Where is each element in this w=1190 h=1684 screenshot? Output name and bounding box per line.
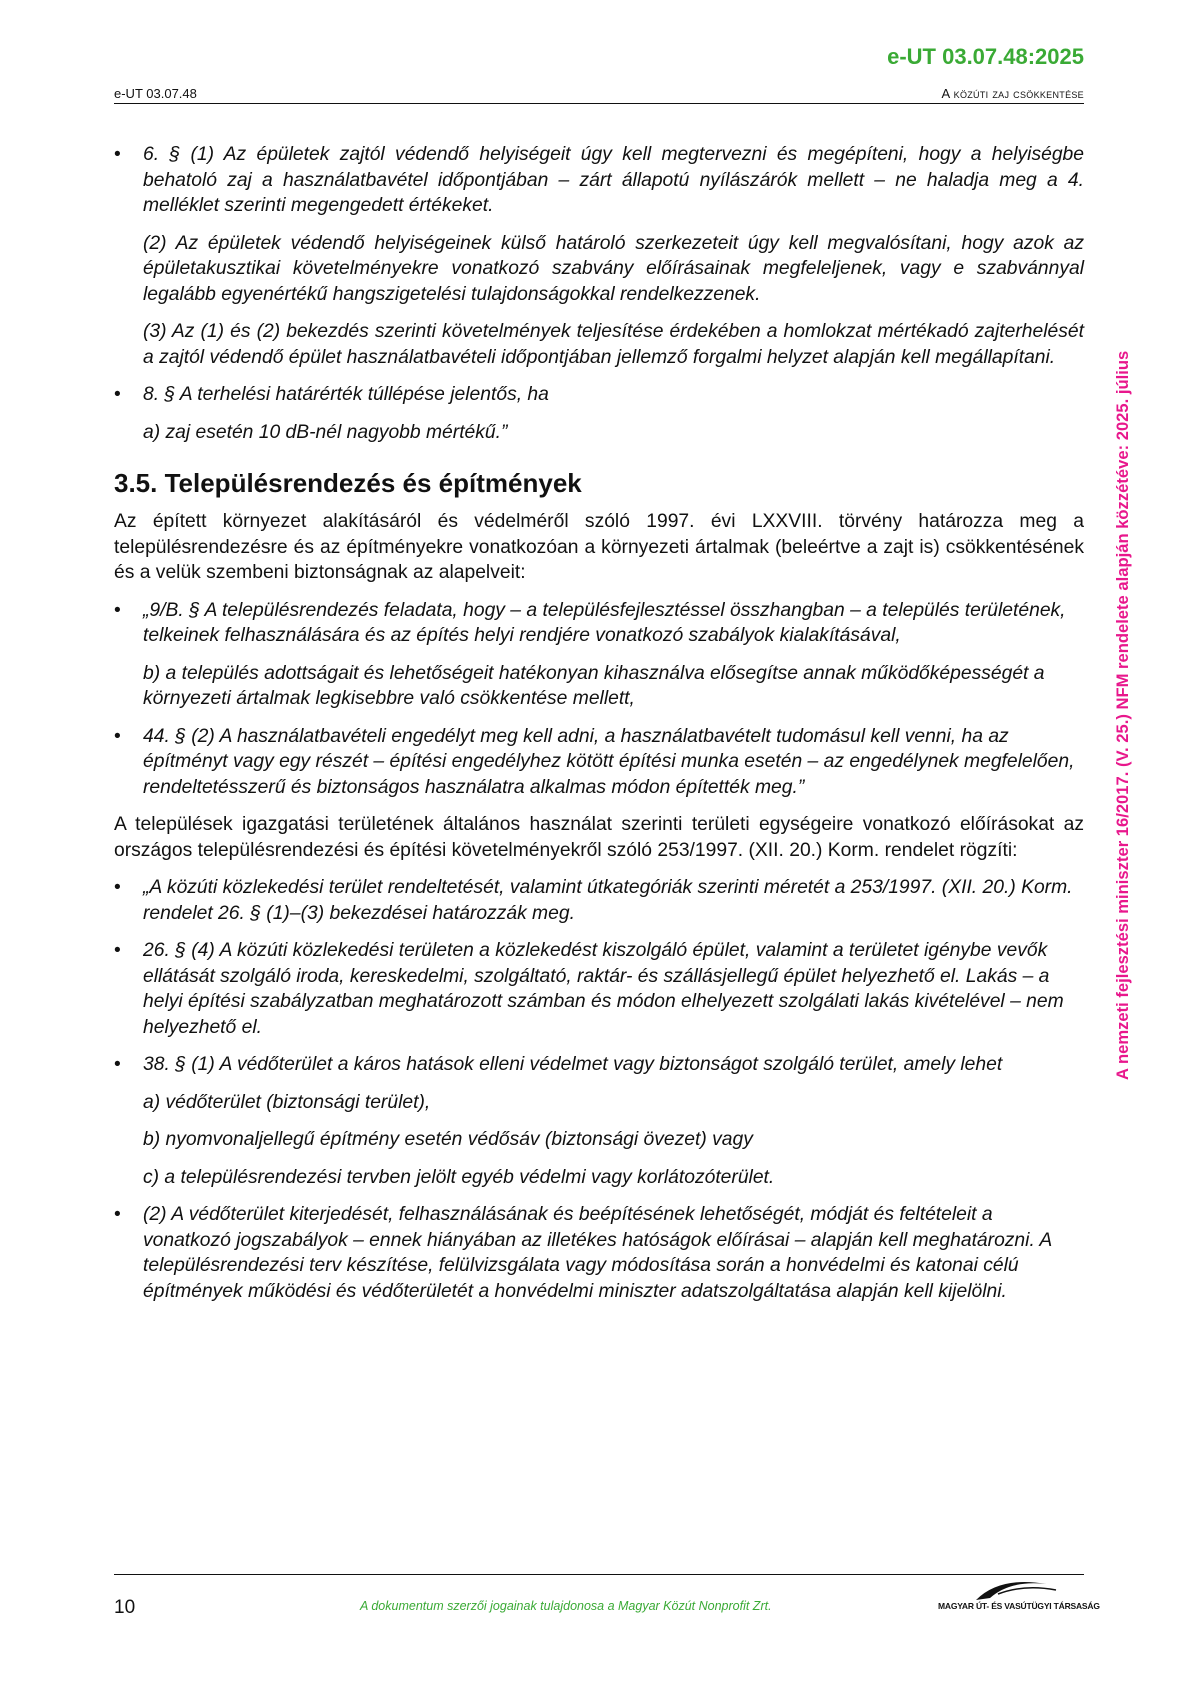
paragraph: A települések igazgatási területének általános használat szerinti területi egységeire vonatkozó előírásokat az országos településrendezési és építési követelményekről szóló 253/1997. (XII. 20.) Korm. rendelet rögzíti: — [114, 814, 1084, 861]
list-item — [114, 724, 1084, 801]
section-heading: 3.5. Településrendezés és építmények — [114, 468, 582, 498]
bullet-icon: • — [114, 1204, 121, 1225]
bullet-icon: • — [114, 940, 121, 961]
list-item-text: „9/B. § A településrendezés feladata, hogy – a településfejlesztéssel összhangban – a település területének, telkeinek felhasználására és az építés helyi rendjére vonatkozó szabályok kialakításával, — [143, 599, 1066, 646]
list-item-text: 6. § (1) Az épületek zajtól védendő helyiségeit úgy kell megtervezni és megépíteni, hogy a helyiségbe behatoló zaj a használatbavétel időpontjában – zárt állapotú nyílászárók mellett – ne haladja meg a 4. melléklet szerinti megengedett értékeket. — [143, 144, 1084, 216]
list-item — [114, 1202, 1084, 1304]
bullet-icon: • — [114, 877, 121, 898]
logo-text: MAGYAR ÚT- ÉS VASÚTÜGYI TÁRSASÁG — [938, 1601, 1100, 1611]
paragraph: a) védőterület (biztonsági terület), — [143, 1091, 431, 1113]
list-item-text: 44. § (2) A használatbavételi engedélyt meg kell adni, a használatbavételt tudomásul kell venni, ha az építményt vagy egy részét – építési engedélyhez kötött építési munka esetén – az engedélynek megfelelően, rendeltetésszerű és biztonságos használatra alkalmas módon építették meg.” — [143, 725, 1075, 798]
paragraph: a) zaj esetén 10 dB-nél nagyobb mértékű.” — [143, 421, 508, 443]
paragraph: (3) Az (1) és (2) bekezdés szerinti követelmények teljesítése érdekében a homlokzat mértékadó zajterhelését a zajtól védendő épület használatbavételi időpontjában jellemző forgalmi helyzet alapján kell megállapítani. — [143, 321, 1084, 368]
document-code: e-UT 03.07.48:2025 — [887, 44, 1084, 69]
list-item-text: 8. § A terhelési határérték túllépése jelentős, ha — [143, 384, 549, 405]
list-item-text: 26. § (4) A közúti közlekedési területen a közlekedést kiszolgáló épület, valamint a területet igénybe vevők ellátását szolgáló iroda, kereskedelmi, szolgáltató, raktár- és szállásjellegű épület helyezhető el. Lakás – a helyi építési szabályzatban meghatározott számban és módon elhelyezett szolgálati lakás kivételével – nem helyezhető el. — [143, 940, 1064, 1038]
list-item-text: „A közúti közlekedési terület rendeltetését, valamint útkategóriák szerinti méretét a 253/1997. (XII. 20.) Korm. rendelet 26. § (1)–(3) bekezdései határozzák meg. — [143, 877, 1073, 924]
list-item — [114, 598, 1084, 649]
header-left: e-UT 03.07.48 — [114, 86, 197, 101]
copyright-notice: A dokumentum szerzői jogainak tulajdonosa a Magyar Közút Nonprofit Zrt. — [360, 1599, 772, 1613]
page-number: 10 — [114, 1597, 136, 1618]
paragraph: (2) Az épületek védendő helyiségeinek külső határoló szerkezeteit úgy kell megvalósítani, hogy azok az épületakusztikai követelményekre vonatkozó szabvány előírásainak megfeleljenek, vagy e szabvánnyal legalább egyenértékű hangszigetelési tulajdonságokkal rendelkezzenek. — [143, 232, 1084, 305]
bullet-icon: • — [114, 599, 121, 621]
paragraph: c) a településrendezési tervben jelölt egyéb védelmi vagy korlátozóterület. — [143, 1166, 775, 1188]
list-item — [114, 875, 1084, 926]
list-item — [114, 1052, 1084, 1078]
paragraph: Az épített környezet alakításáról és védelméről szóló 1997. évi LXXVIII. törvény határozza meg a településrendezésre és az építményekre vonatkozóan a környezeti ártalmak (beleértve a zajt is) csökkentésének és a velük szembeni biztonságnak az alapelveit: — [114, 511, 1084, 583]
side-publication-note: A nemzeti fejlesztési miniszter 16/2017. (V. 25.) NFM rendelete alapján közzétéve: 2025. július — [1113, 350, 1132, 1080]
list-item — [114, 382, 1084, 408]
bullet-icon: • — [114, 384, 121, 405]
list-item — [114, 938, 1084, 1040]
main-content — [114, 142, 1084, 1316]
paragraph: b) a település adottságait és lehetőségeit hatékonyan kihasználva elősegítse annak működőképességét a környezeti ártalmak legkisebbre való csökkentése mellett, — [143, 662, 1045, 709]
society-logo — [938, 1574, 1100, 1618]
list-item-text: (2) A védőterület kiterjedését, felhasználásának és beépítésének lehetőségét, módját és feltételeit a vonatkozó jogszabályok – ennek hiányában az illetékes hatóságok előírásai – alapján kell meghatározni. A településrendezési terv készítése, felülvizsgálata vagy módosítása során a honvédelmi és katonai célú építmények működési és védőterületét a honvédelmi miniszter adatszolgáltatása alapján kell kijelölni. — [143, 1204, 1052, 1302]
list-item — [114, 142, 1084, 219]
list-item-text: 38. § (1) A védőterület a káros hatások elleni védelmet vagy biztonságot szolgáló terület, amely lehet — [143, 1054, 1003, 1075]
paragraph: b) nyomvonaljellegű építmény esetén védősáv (biztonsági övezet) vagy — [143, 1129, 753, 1150]
bullet-icon: • — [114, 1054, 121, 1075]
bullet-icon: • — [114, 725, 121, 747]
header-divider — [114, 103, 1084, 104]
bullet-icon: • — [114, 144, 121, 165]
road-swoosh-icon — [938, 1574, 1088, 1604]
header-right: A közúti zaj csökkentése — [941, 86, 1084, 101]
